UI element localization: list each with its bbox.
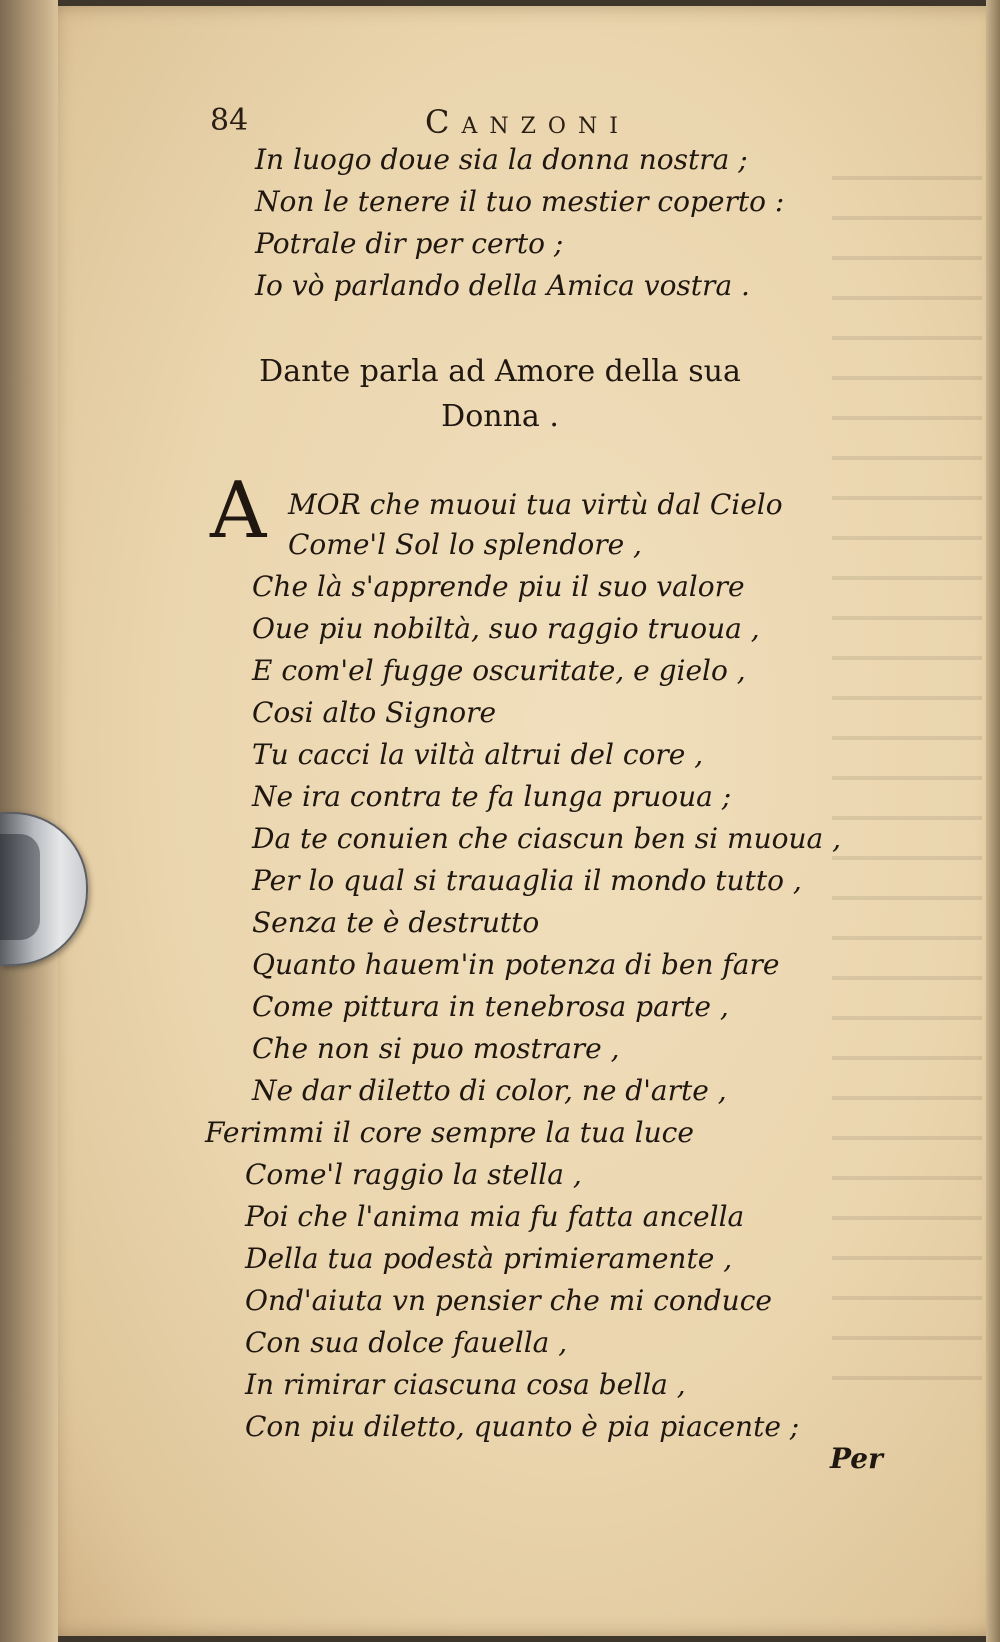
text-line: In luogo doue sia la donna nostra ; (255, 143, 748, 176)
text-line: Non le tenere il tuo mestier coperto : (255, 185, 785, 218)
poem-line: Ne ira contra te fa lunga pruoua ; (252, 780, 732, 813)
poem-line: Per lo qual si trauaglia il mondo tutto , (252, 864, 802, 897)
text-line: Potrale dir per certo ; (255, 227, 564, 260)
poem-line: Ne dar diletto di color, ne d'arte , (252, 1074, 727, 1107)
catchword: Per (830, 1442, 883, 1475)
poem-line: Quanto hauem'in potenza di ben fare (252, 948, 780, 981)
poem-line: Come'l Sol lo splendore , (288, 528, 642, 561)
section-heading-line-2: Donna . (441, 399, 559, 434)
poem-first-line: MOR che muoui tua virtù dal Cielo (288, 488, 783, 521)
poem-line: Da te conuien che ciascun ben si muoua , (252, 822, 841, 855)
running-title: Canzoni (425, 103, 630, 141)
poem-line: Con sua dolce fauella , (245, 1326, 568, 1359)
poem-line: Poi che l'anima mia fu fatta ancella (245, 1200, 745, 1233)
poem-line: Con piu diletto, quanto è pia piacente ; (245, 1410, 800, 1443)
poem-line: Che là s'apprende piu il suo valore (252, 570, 745, 603)
section-heading-line-1: Dante parla ad Amore della sua (259, 354, 741, 389)
poem-line: Cosi alto Signore (252, 696, 497, 729)
poem-line: Senza te è destrutto (252, 906, 540, 939)
poem-line: Tu cacci la viltà altrui del core , (252, 738, 704, 771)
poem-line: Come'l raggio la stella , (245, 1158, 582, 1191)
poem-line: Come pittura in tenebrosa parte , (252, 990, 729, 1023)
poem-line: Della tua podestà primieramente , (245, 1242, 733, 1275)
poem-line: Oue piu nobiltà, suo raggio truoua , (252, 612, 760, 645)
poem-line: Ferimmi il core sempre la tua luce (205, 1116, 694, 1149)
poem-line: Ond'aiuta vn pensier che mi conduce (245, 1284, 772, 1317)
poem-line: In rimirar ciascuna cosa bella , (245, 1368, 686, 1401)
poem-line: E com'el fugge oscuritate, e gielo , (252, 654, 746, 687)
page-number: 84 (210, 103, 249, 138)
poem-line: Che non si puo mostrare , (252, 1032, 620, 1065)
page-clip-shadow (0, 834, 40, 940)
text-line: Io vò parlando della Amica vostra . (255, 269, 750, 302)
drop-cap: A (210, 466, 267, 556)
